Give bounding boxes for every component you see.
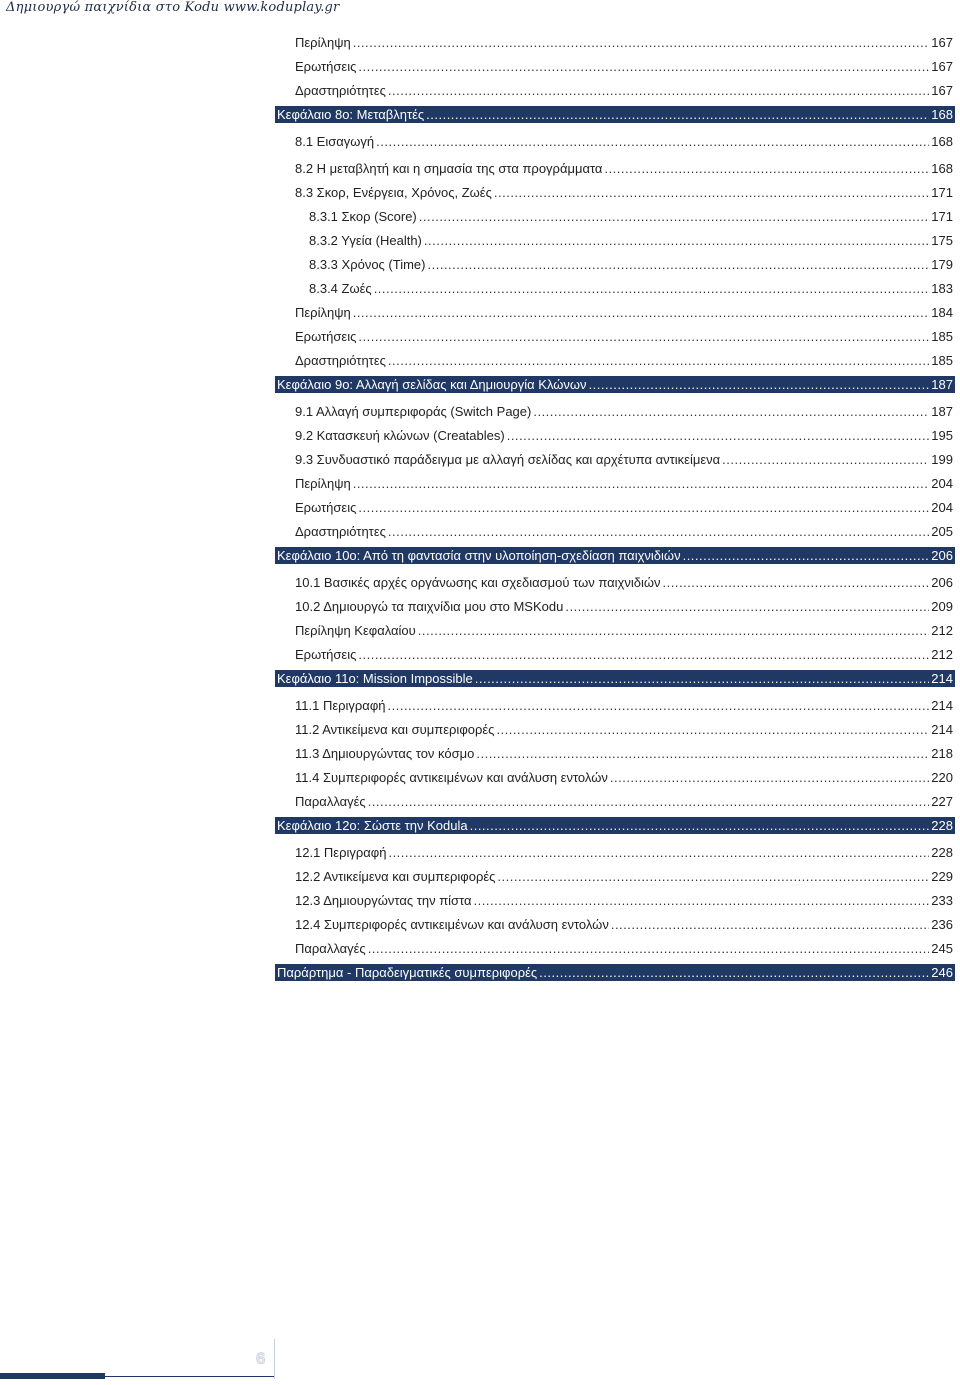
toc-dot-leader <box>428 256 930 273</box>
toc-entry-title: Παραλλαγές <box>295 941 366 956</box>
toc-entry[interactable] <box>275 916 955 933</box>
toc-chapter-entry[interactable] <box>275 376 955 393</box>
toc-entry-page: 228 <box>931 845 953 860</box>
toc-entry-title: Ερωτήσεις <box>295 647 357 662</box>
running-header: Δημιουργώ παιχνίδια στο Kodu www.koduplay.gr <box>6 0 340 15</box>
toc-entry[interactable] <box>275 868 955 885</box>
toc-dot-leader <box>353 475 930 492</box>
toc-entry-title: Δραστηριότητες <box>295 524 386 539</box>
toc-entry[interactable] <box>275 34 955 51</box>
page-number: 6 <box>256 1349 266 1368</box>
toc-entry[interactable] <box>275 160 955 177</box>
toc-dot-leader <box>565 598 929 615</box>
toc-entry[interactable] <box>275 940 955 957</box>
toc-entry-title: Κεφάλαιο 8ο: Μεταβλητές <box>277 107 425 122</box>
toc-entry[interactable] <box>275 352 955 369</box>
toc-entry-page: 187 <box>931 404 953 419</box>
toc-entry-title: 11.1 Περιγραφή <box>295 698 386 713</box>
toc-entry-title: Κεφάλαιο 9ο: Αλλαγή σελίδας και Δημιουργία Κλώνων <box>277 377 587 392</box>
toc-entry[interactable] <box>275 82 955 99</box>
toc-dot-leader <box>604 160 929 177</box>
toc-entry[interactable] <box>275 403 955 420</box>
toc-dot-leader <box>497 868 929 885</box>
toc-entry-page: 246 <box>931 965 953 980</box>
toc-entry-title: 11.2 Αντικείμενα και συμπεριφορές <box>295 722 495 737</box>
toc-dot-leader <box>426 106 929 123</box>
toc-dot-leader <box>388 697 930 714</box>
toc-dot-leader <box>358 499 929 516</box>
toc-entry-page: 229 <box>931 869 953 884</box>
toc-dot-leader <box>353 34 930 51</box>
toc-entry[interactable] <box>275 427 955 444</box>
toc-dot-leader <box>358 328 929 345</box>
toc-dot-leader <box>358 646 929 663</box>
toc-dot-leader <box>611 916 929 933</box>
toc-dot-leader <box>388 352 929 369</box>
toc-entry-title: 8.3.1 Σκορ (Score) <box>309 209 417 224</box>
toc-entry[interactable] <box>275 256 955 273</box>
toc-entry-title: 9.1 Αλλαγή συμπεριφοράς (Switch Page) <box>295 404 532 419</box>
toc-entry-page: 233 <box>931 893 953 908</box>
toc-entry[interactable] <box>275 892 955 909</box>
toc-entry-title: Κεφάλαιο 11ο: Mission Impossible <box>277 671 473 686</box>
toc-entry-page: 195 <box>931 428 953 443</box>
toc-entry-page: 171 <box>931 209 953 224</box>
toc-dot-leader <box>507 427 930 444</box>
toc-entry-title: 8.3.4 Ζωές <box>309 281 372 296</box>
toc-entry-page: 168 <box>931 134 953 149</box>
toc-entry-title: Δραστηριότητες <box>295 83 386 98</box>
toc-entry-page: 183 <box>931 281 953 296</box>
toc-dot-leader <box>494 184 929 201</box>
toc-entry[interactable] <box>275 280 955 297</box>
toc-entry-title: Κεφάλαιο 10ο: Από τη φαντασία στην υλοποίηση-σχεδίαση παιχνιδιών <box>277 548 681 563</box>
toc-entry-title: Δραστηριότητες <box>295 353 386 368</box>
toc-entry-title: 12.2 Αντικείμενα και συμπεριφορές <box>295 869 496 884</box>
toc-dot-leader <box>533 403 929 420</box>
toc-entry-title: 11.4 Συμπεριφορές αντικειμένων και ανάλυση εντολών <box>295 770 608 785</box>
toc-entry-page: 204 <box>931 500 953 515</box>
toc-dot-leader <box>368 940 930 957</box>
toc-entry-page: 206 <box>931 575 953 590</box>
toc-entry-title: Ερωτήσεις <box>295 329 357 344</box>
toc-entry[interactable] <box>275 328 955 345</box>
toc-entry-title: 12.1 Περιγραφή <box>295 845 387 860</box>
toc-entry-title: Περίληψη <box>295 476 351 491</box>
toc-entry-page: 185 <box>931 353 953 368</box>
toc-entry[interactable] <box>275 184 955 201</box>
toc-chapter-entry[interactable] <box>275 817 955 834</box>
toc-entry[interactable] <box>275 769 955 786</box>
toc-dot-leader <box>470 817 930 834</box>
toc-entry-page: 206 <box>931 548 953 563</box>
toc-entry-page: 167 <box>931 35 953 50</box>
toc-entry-page: 209 <box>931 599 953 614</box>
toc-entry-page: 214 <box>931 671 953 686</box>
toc-entry-title: 9.2 Κατασκευή κλώνων (Creatables) <box>295 428 505 443</box>
toc-entry-title: Ερωτήσεις <box>295 500 357 515</box>
toc-dot-leader <box>358 58 929 75</box>
toc-entry-page: 184 <box>931 305 953 320</box>
toc-entry[interactable] <box>275 58 955 75</box>
toc-dot-leader <box>368 793 930 810</box>
toc-entry[interactable] <box>275 499 955 516</box>
toc-entry-title: Κεφάλαιο 12ο: Σώστε την Kodula <box>277 818 468 833</box>
toc-entry-page: 179 <box>931 257 953 272</box>
toc-dot-leader <box>388 844 929 861</box>
toc-dot-leader <box>419 208 930 225</box>
toc-entry-page: 175 <box>931 233 953 248</box>
toc-entry-page: 218 <box>931 746 953 761</box>
toc-dot-leader <box>418 622 930 639</box>
toc-entry-page: 187 <box>931 377 953 392</box>
toc-entry-title: Περίληψη <box>295 35 351 50</box>
toc-dot-leader <box>376 133 929 150</box>
toc-dot-leader <box>539 964 929 981</box>
toc-entry-page: 236 <box>931 917 953 932</box>
toc-entry[interactable] <box>275 793 955 810</box>
toc-entry-page: 199 <box>931 452 953 467</box>
toc-chapter-entry[interactable] <box>275 670 955 687</box>
footer-line <box>105 1376 275 1377</box>
toc-entry-title: 11.3 Δημιουργώντας τον κόσμο <box>295 746 475 761</box>
toc-dot-leader <box>476 745 929 762</box>
toc-entry[interactable] <box>275 721 955 738</box>
footer-divider <box>274 1339 275 1379</box>
toc-dot-leader <box>663 574 930 591</box>
toc-dot-leader <box>474 892 930 909</box>
toc-entry-title: 12.4 Συμπεριφορές αντικειμένων και ανάλυση εντολών <box>295 917 609 932</box>
toc-dot-leader <box>475 670 930 687</box>
toc-dot-leader <box>388 523 929 540</box>
toc-entry-page: 220 <box>931 770 953 785</box>
toc-chapter-entry[interactable] <box>275 106 955 123</box>
toc-dot-leader <box>610 769 929 786</box>
toc-entry[interactable] <box>275 523 955 540</box>
toc-entry-page: 204 <box>931 476 953 491</box>
toc-entry-title: 9.3 Συνδυαστικό παράδειγμα με αλλαγή σελίδας και αρχέτυπα αντικείμενα <box>295 452 721 467</box>
toc-dot-leader <box>496 721 929 738</box>
toc-chapter-entry[interactable] <box>275 547 955 564</box>
toc-entry[interactable] <box>275 574 955 591</box>
toc-entry-page: 167 <box>931 59 953 74</box>
toc-entry[interactable] <box>275 646 955 663</box>
toc-entry-page: 214 <box>931 698 953 713</box>
toc-entry-title: 10.1 Βασικές αρχές οργάνωσης και σχεδιασμού των παιχνιδιών <box>295 575 661 590</box>
toc-entry-page: 228 <box>931 818 953 833</box>
toc-entry-title: 8.2 Η μεταβλητή και η σημασία της στα προγράμματα <box>295 161 603 176</box>
footer-bar <box>0 1373 105 1379</box>
toc-dot-leader <box>424 232 929 249</box>
toc-entry-title: 10.2 Δημιουργώ τα παιχνίδια μου στο MSKodu <box>295 599 564 614</box>
toc-entry-title: Παραλλαγές <box>295 794 366 809</box>
toc-entry-title: 8.3 Σκορ, Ενέργεια, Χρόνος, Ζωές <box>295 185 492 200</box>
toc-entry-page: 171 <box>931 185 953 200</box>
toc-entry-title: Ερωτήσεις <box>295 59 357 74</box>
toc-entry-title: 12.3 Δημιουργώντας την πίστα <box>295 893 472 908</box>
toc-entry[interactable] <box>275 232 955 249</box>
toc-entry-page: 212 <box>931 623 953 638</box>
toc-dot-leader <box>722 451 929 468</box>
toc-entry-page: 168 <box>931 161 953 176</box>
toc-dot-leader <box>353 304 930 321</box>
toc-entry-page: 245 <box>931 941 953 956</box>
toc-entry[interactable] <box>275 697 955 714</box>
toc-entry[interactable] <box>275 745 955 762</box>
toc-dot-leader <box>374 280 930 297</box>
toc-dot-leader <box>388 82 929 99</box>
toc-entry[interactable] <box>275 475 955 492</box>
toc-entry-title: Περίληψη <box>295 305 351 320</box>
toc-chapter-entry[interactable] <box>275 964 955 981</box>
toc-entry-title: 8.1 Εισαγωγή <box>295 134 375 149</box>
toc-entry-page: 167 <box>931 83 953 98</box>
table-of-contents <box>275 34 955 981</box>
toc-entry-page: 227 <box>931 794 953 809</box>
toc-entry-page: 185 <box>931 329 953 344</box>
toc-entry[interactable] <box>275 304 955 321</box>
toc-entry-title: 8.3.2 Υγεία (Health) <box>309 233 422 248</box>
toc-dot-leader <box>589 376 930 393</box>
toc-entry-title: Περίληψη Κεφαλαίου <box>295 623 416 638</box>
toc-entry[interactable] <box>275 208 955 225</box>
toc-entry-page: 205 <box>931 524 953 539</box>
toc-entry-title: 8.3.3 Χρόνος (Time) <box>309 257 426 272</box>
toc-entry[interactable] <box>275 133 955 150</box>
toc-entry[interactable] <box>275 451 955 468</box>
toc-entry-page: 214 <box>931 722 953 737</box>
toc-entry-page: 212 <box>931 647 953 662</box>
toc-dot-leader <box>683 547 930 564</box>
toc-entry-page: 168 <box>931 107 953 122</box>
toc-entry-title: Παράρτημα - Παραδειγματικές συμπεριφορές <box>277 965 538 980</box>
toc-entry[interactable] <box>275 622 955 639</box>
toc-entry[interactable] <box>275 598 955 615</box>
toc-entry[interactable] <box>275 844 955 861</box>
